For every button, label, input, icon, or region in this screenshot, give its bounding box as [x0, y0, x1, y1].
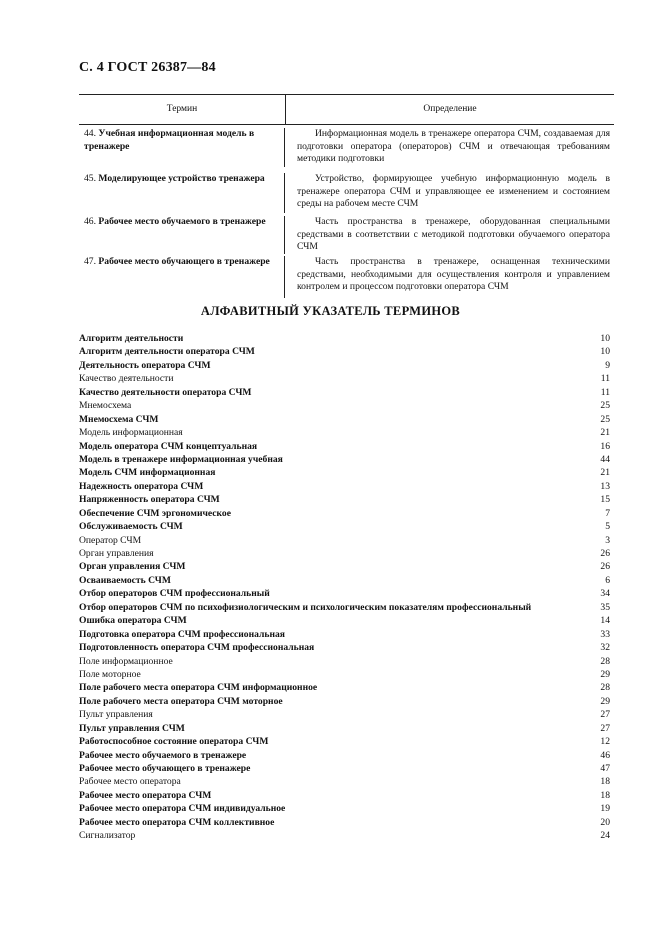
index-entry-number: 25 [600, 413, 610, 425]
index-entry-number: 7 [605, 507, 610, 519]
term-name: Моделирующее устройство тренажера [98, 173, 265, 184]
index-entry [79, 587, 610, 600]
index-entry [79, 816, 610, 829]
index-entry-term: Оператор СЧМ [79, 534, 142, 546]
index-entry-term: Рабочее место обучаемого в тренажере [79, 749, 247, 761]
index-entry [79, 386, 610, 399]
index-entry-number: 14 [600, 615, 610, 627]
term-number: 44. [84, 128, 96, 139]
index-entry [79, 655, 610, 668]
definition-cell: Устройство, формирующее учебную информационную модель в тренажере оператора СЧМ и управляющее ее изменением и состоянием среды на рабочем месте СЧМ [297, 173, 610, 209]
index-entry-term: Ошибка оператора СЧМ [79, 615, 187, 627]
index-entry-number: 32 [600, 642, 610, 654]
index-entry [79, 641, 610, 654]
index-entry [79, 493, 610, 506]
index-entry [79, 413, 610, 426]
index-entry-term: Рабочее место обучающего в тренажере [79, 763, 251, 774]
table-row [79, 167, 614, 213]
index-entry-term: Качество деятельности [79, 373, 174, 385]
index-entry-term: Пульт управления [79, 709, 153, 721]
index-entry-term: Алгоритм деятельности оператора СЧМ [79, 346, 255, 358]
index-entry-number: 46 [600, 749, 610, 761]
index-entry [79, 614, 610, 627]
index-entry-term: Отбор операторов СЧМ по психофизиологическим и психологическим показателям профессиональный [79, 601, 532, 613]
index-entry-term: Отбор операторов СЧМ профессиональный [79, 588, 270, 600]
index-entry [79, 507, 610, 520]
page-header: С. 4 ГОСТ 26387—84 [79, 60, 216, 75]
index-entry [79, 345, 610, 358]
index-entry [79, 560, 610, 573]
index-entry-number: 21 [600, 467, 610, 479]
index-entry-term: Орган управления [79, 548, 154, 559]
index-entry-number: 21 [600, 427, 610, 439]
index-entry-term: Модель СЧМ информационная [79, 467, 216, 479]
index-entry-number: 18 [600, 789, 610, 801]
index-entry-term: Поле рабочего места оператора СЧМ моторное [79, 695, 283, 707]
index-entry-number: 24 [600, 830, 610, 842]
index-entry-term: Сигнализатор [79, 830, 136, 842]
index-entry-term: Модель оператора СЧМ концептуальная [79, 440, 258, 452]
index-entry-number: 13 [600, 480, 610, 492]
index-entry-number: 27 [600, 709, 610, 721]
index-entry-term: Работоспособное состояние оператора СЧМ [79, 736, 269, 748]
index-entry-term: Рабочее место оператора [79, 776, 181, 788]
index-entry [79, 520, 610, 533]
index-entry-number: 33 [600, 628, 610, 640]
term-name: Учебная информационная модель в тренажере [84, 128, 255, 152]
index-entry-term: Осваиваемость СЧМ [79, 574, 171, 586]
index-entry-number: 11 [600, 386, 610, 398]
index-entry-term: Поле моторное [79, 668, 141, 680]
index-entry [79, 668, 610, 681]
index-entry-number: 18 [600, 776, 610, 788]
index-entry-number: 19 [600, 803, 610, 815]
index-entry [79, 695, 610, 708]
index-entry [79, 332, 610, 345]
index-entry-number: 15 [600, 494, 610, 506]
index-entry-number: 16 [600, 440, 610, 452]
index-entry-number: 26 [600, 548, 610, 559]
index-entry [79, 722, 610, 735]
index-entry-term: Напряженность оператора СЧМ [79, 494, 220, 506]
index-entry [79, 440, 610, 453]
index-entry-term: Рабочее место оператора СЧМ коллективное [79, 816, 275, 828]
index-entry-term: Поле информационное [79, 655, 173, 667]
term-number: 46. [84, 216, 96, 227]
index-entry [79, 601, 610, 614]
index-entry-term: Мнемосхема СЧМ [79, 413, 159, 425]
term-cell [79, 256, 285, 298]
index-entry [79, 426, 610, 439]
index-entry-number: 12 [600, 736, 610, 748]
index-entry-number: 47 [600, 763, 610, 774]
index-entry-number: 27 [600, 722, 610, 734]
index-entry-number: 9 [605, 359, 610, 371]
index-entry-term: Рабочее место оператора СЧМ [79, 789, 212, 801]
term-cell [79, 216, 285, 254]
table-rows [79, 125, 614, 298]
index-entry-term: Подготовка оператора СЧМ профессиональная [79, 628, 285, 640]
index-entry-term: Мнемосхема [79, 400, 132, 412]
term-name: Рабочее место обучающего в тренажере [98, 256, 270, 267]
index-entry-term: Деятельность оператора СЧМ [79, 359, 211, 371]
index-entry [79, 749, 610, 762]
index-entry-term: Обеспечение СЧМ эргономическое [79, 507, 231, 519]
index-entry [79, 480, 610, 493]
index-entry-term: Модель информационная [79, 427, 183, 439]
index-entry-term: Подготовленность оператора СЧМ профессиональная [79, 642, 315, 654]
table-row [79, 125, 614, 167]
term-number: 45. [84, 173, 96, 184]
index-entry-number: 44 [600, 453, 610, 465]
index-entry-number: 26 [600, 561, 610, 573]
index-entry-number: 10 [600, 333, 610, 344]
index-entry [79, 453, 610, 466]
index-entry-number: 29 [600, 695, 610, 707]
index-entry [79, 789, 610, 802]
index-entry-term: Поле рабочего места оператора СЧМ информационное [79, 682, 318, 694]
index-entry-term: Качество деятельности оператора СЧМ [79, 386, 252, 398]
index-title: АЛФАВИТНЫЙ УКАЗАТЕЛЬ ТЕРМИНОВ [200, 304, 461, 318]
index-entry [79, 802, 610, 815]
term-name: Рабочее место обучаемого в тренажере [98, 216, 266, 227]
index-entry-number: 20 [600, 816, 610, 828]
index-entry-number: 5 [605, 521, 610, 533]
definition-cell: Часть пространства в тренажере, оснащенная техническими средствами, необходимыми для осуществления контроля и управлением контролем и процессом подготовки оператора СЧМ [297, 256, 610, 292]
index-entry [79, 534, 610, 547]
index-entry [79, 574, 610, 587]
index-entry-number: 11 [600, 373, 610, 385]
index-entry-term: Модель в тренажере информационная учебная [79, 453, 283, 465]
column-header-term: Термин [79, 95, 286, 124]
index-entry-term: Надежность оператора СЧМ [79, 480, 204, 492]
term-number: 47. [84, 256, 96, 267]
index-entry-term: Алгоритм деятельности [79, 333, 184, 344]
column-header-definition: Определение [423, 104, 477, 114]
index-entry-number: 10 [600, 346, 610, 358]
index-entry-number: 3 [605, 534, 610, 546]
index-entry [79, 708, 610, 721]
index-entry [79, 359, 610, 372]
table-row [79, 213, 614, 254]
index-entry [79, 466, 610, 479]
index-entry [79, 547, 610, 560]
index-entry [79, 399, 610, 412]
index-entry-number: 34 [600, 588, 610, 600]
definition-cell: Информационная модель в тренажере оператора СЧМ, создаваемая для подготовки оператора (операторов) СЧМ и отвечающая требованиям методики подготовки [297, 128, 610, 164]
index-entry [79, 775, 610, 788]
index-entry-number: 6 [605, 574, 610, 586]
table-header-row [79, 95, 614, 125]
index-entry-number: 28 [600, 682, 610, 694]
index-entry-number: 35 [600, 601, 610, 613]
index-entry-term: Пульт управления СЧМ [79, 722, 185, 734]
terms-table [79, 94, 614, 298]
index-entry-term: Обслуживаемость СЧМ [79, 521, 183, 533]
definition-cell: Часть пространства в тренажере, оборудованная специальными средствами в соответствии с методикой подготовки обучаемого оператора СЧМ [297, 216, 610, 252]
index-entry [79, 628, 610, 641]
term-cell [79, 173, 285, 213]
index-entry [79, 681, 610, 694]
index-entry-number: 25 [600, 400, 610, 412]
term-cell [79, 128, 285, 167]
index-entry-number: 29 [600, 668, 610, 680]
table-row [79, 254, 614, 298]
index-entry [79, 735, 610, 748]
index-entry [79, 372, 610, 385]
index-entry-term: Рабочее место оператора СЧМ индивидуальное [79, 803, 286, 815]
index-entry-term: Орган управления СЧМ [79, 561, 186, 573]
index-entry-number: 28 [600, 655, 610, 667]
alphabetical-index [79, 332, 610, 843]
index-entry [79, 762, 610, 775]
index-entry [79, 829, 610, 842]
